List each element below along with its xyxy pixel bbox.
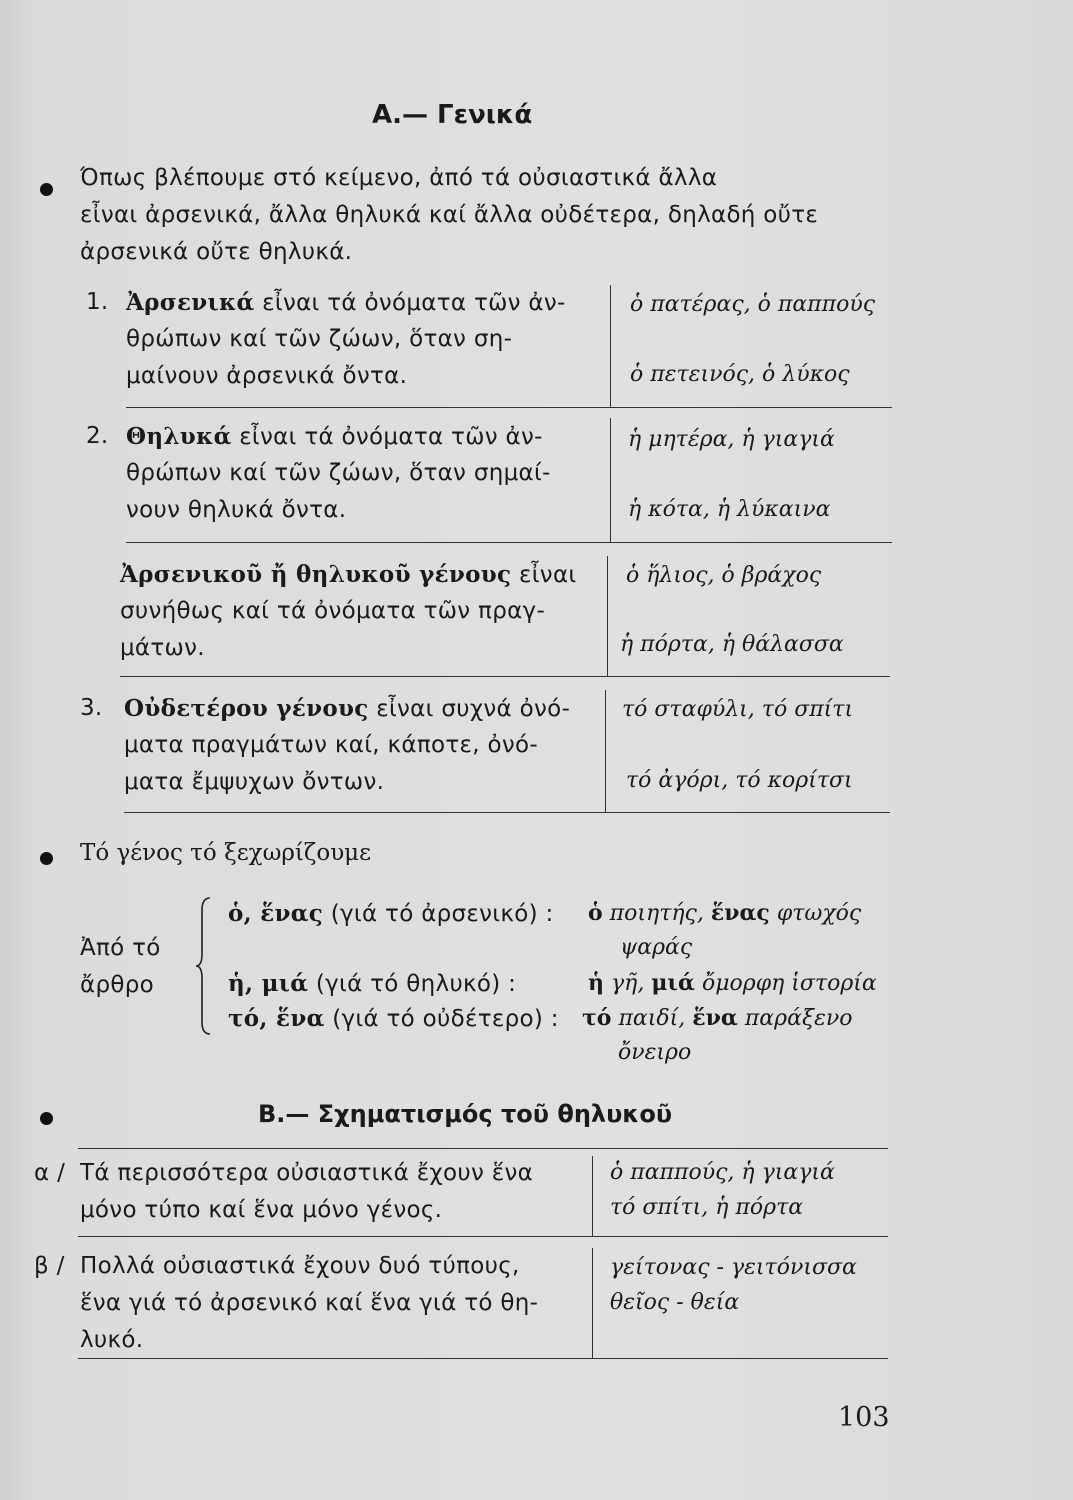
row-a-line-1: Τά περισσότερα οὐσιαστικά ἔχουν ἕνα bbox=[80, 1160, 534, 1186]
brace-icon bbox=[196, 896, 216, 1036]
bullet-icon bbox=[40, 852, 53, 865]
row-b-example-1: γείτονας - γειτόνισσα bbox=[610, 1255, 857, 1280]
row-a-line-2: μόνο τύπο καί ἕνα μόνο γένος. bbox=[80, 1197, 443, 1223]
row-divider bbox=[78, 1358, 888, 1359]
row-4-line-2: ματα πραγμάτων καί, κάποτε, ὀνό- bbox=[124, 732, 538, 758]
row-4-example-2: τό ἀγόρι, τό κορίτσι bbox=[626, 768, 853, 793]
article-label-line-1: Ἀπό τό bbox=[80, 935, 161, 961]
row-2-example-1: ἡ μητέρα, ἡ γιαγιά bbox=[628, 427, 835, 452]
example-feminine: ἡ γῆ, μιά ὄμορφη ἱστορία bbox=[588, 970, 877, 996]
intro-line-1: Όπως βλέπουμε στό κείμενο, ἀπό τά οὐσιαστικά ἄλλα bbox=[80, 165, 718, 191]
row-1-example-2: ὁ πετεινός, ὁ λύκος bbox=[630, 362, 850, 387]
row-b-example-2: θεῖος - θεία bbox=[610, 1290, 740, 1315]
row-2-number: 2. bbox=[86, 423, 109, 449]
row-divider bbox=[126, 542, 892, 543]
row-divider bbox=[120, 676, 890, 677]
row-3-line-1: Ἀρσενικοῦ ἤ θηλυκοῦ γένους εἶναι bbox=[120, 561, 577, 588]
row-divider bbox=[78, 1148, 888, 1149]
row-1-number: 1. bbox=[86, 289, 109, 315]
row-a-marker: α / bbox=[34, 1160, 66, 1186]
row-2-line-1: Θηλυκά εἶναι τά ὀνόματα τῶν ἀν- bbox=[126, 423, 543, 450]
gender-title: Τό γένος τό ξεχωρίζουμε bbox=[80, 840, 372, 866]
row-b-line-1: Πολλά οὐσιαστικά ἔχουν δυό τύπους, bbox=[80, 1253, 520, 1279]
row-b-line-3: λυκό. bbox=[80, 1327, 144, 1353]
article-neuter: τό, ἕνα (γιά τό οὐδέτερο) : bbox=[228, 1005, 559, 1032]
page-number: 103 bbox=[838, 1402, 890, 1433]
row-1-example-1: ὁ πατέρας, ὁ παππούς bbox=[630, 292, 876, 317]
row-4-line-3: ματα ἔμψυχων ὄντων. bbox=[124, 769, 385, 795]
row-3-example-1: ὁ ἥλιος, ὁ βράχος bbox=[626, 563, 822, 588]
row-1-line-2: θρώπων καί τῶν ζώων, ὅταν ση- bbox=[126, 326, 513, 352]
row-divider bbox=[124, 812, 890, 813]
row-divider bbox=[126, 407, 892, 408]
row-b-marker: β / bbox=[34, 1253, 65, 1279]
article-feminine: ἡ, μιά (γιά τό θηλυκό) : bbox=[228, 970, 517, 997]
row-3-line-3: μάτων. bbox=[120, 635, 205, 661]
row-1-line-1: Ἀρσενικά εἶναι τά ὀνόματα τῶν ἀν- bbox=[126, 289, 566, 316]
row-a-example-2: τό σπίτι, ἡ πόρτα bbox=[610, 1195, 804, 1220]
row-2-line-3: νουν θηλυκά ὄντα. bbox=[126, 497, 347, 523]
row-b-line-2: ἕνα γιά τό ἀρσενικό καί ἕνα γιά τό θη- bbox=[80, 1290, 539, 1316]
intro-line-2: εἶναι ἀρσενικά, ἄλλα θηλυκά καί ἄλλα οὐδέτερα, δηλαδή οὔτε bbox=[80, 202, 819, 228]
intro-line-3: ἀρσενικά οὔτε θηλυκά. bbox=[80, 239, 353, 265]
row-4-example-1: τό σταφύλι, τό σπίτι bbox=[622, 697, 854, 722]
example-neuter-cont: ὄνειρο bbox=[618, 1040, 692, 1065]
bullet-icon bbox=[40, 183, 53, 196]
bullet-icon bbox=[40, 1112, 53, 1125]
column-divider bbox=[592, 1248, 593, 1358]
column-divider bbox=[610, 285, 611, 407]
row-divider bbox=[78, 1236, 888, 1237]
section-a-title: Α.— Γενικά bbox=[372, 100, 533, 130]
article-label-line-2: ἄρθρο bbox=[80, 972, 155, 998]
column-divider bbox=[605, 690, 606, 812]
example-neuter: τό παιδί, ἕνα παράξενο bbox=[582, 1005, 853, 1031]
row-4-number: 3. bbox=[80, 695, 103, 721]
row-3-example-2: ἡ πόρτα, ἡ θάλασσα bbox=[620, 632, 844, 657]
row-a-example-1: ὁ παππούς, ἡ γιαγιά bbox=[610, 1160, 835, 1185]
column-divider bbox=[610, 418, 611, 542]
example-masculine: ὁ ποιητής, ἕνας φτωχός bbox=[588, 900, 862, 926]
example-masculine-cont: ψαράς bbox=[620, 935, 693, 960]
column-divider bbox=[592, 1156, 593, 1236]
row-2-line-2: θρώπων καί τῶν ζώων, ὅταν σημαί- bbox=[126, 460, 551, 486]
article-masculine: ὁ, ἕνας (γιά τό ἀρσενικό) : bbox=[228, 900, 554, 927]
row-3-line-2: συνήθως καί τά ὀνόματα τῶν πραγ- bbox=[120, 598, 546, 624]
row-1-line-3: μαίνουν ἀρσενικά ὄντα. bbox=[126, 363, 408, 389]
row-2-example-2: ἡ κότα, ἡ λύκαινα bbox=[628, 497, 831, 522]
column-divider bbox=[607, 556, 608, 676]
row-4-line-1: Οὐδετέρου γένους εἶναι συχνά ὀνό- bbox=[124, 695, 571, 722]
section-b-title: Β.— Σχηματισμός τοῦ θηλυκοῦ bbox=[258, 1100, 673, 1128]
